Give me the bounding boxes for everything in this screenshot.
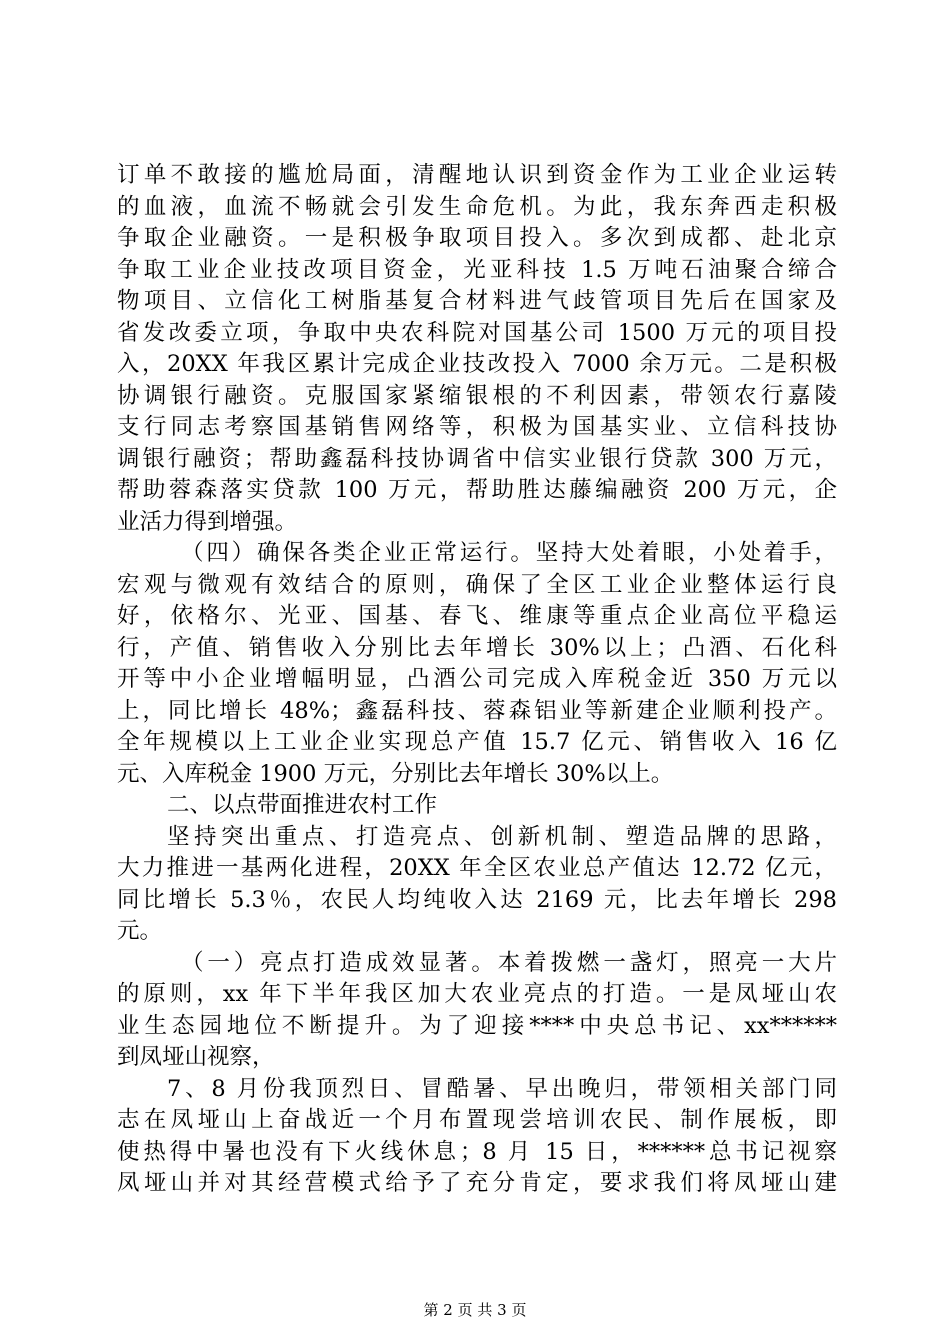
body-line: 协调银行融资。克服国家紧缩银根的不利因素，带领农行嘉陵 bbox=[117, 382, 837, 409]
body-line: 支行同志考察国基销售网络等，积极为国基实业、立信科技协 bbox=[117, 414, 837, 440]
body-line: 行，产值、销售收入分别比去年增长 30%以上；凸酒、石化科 bbox=[117, 634, 837, 661]
body-line: 到凤垭山视察， bbox=[117, 1044, 275, 1070]
body-line: 元。 bbox=[117, 918, 163, 944]
body-line: 省发改委立项，争取中央农科院对国基公司 1500 万元的项目投 bbox=[117, 319, 837, 346]
body-line: 物项目、立信化工树脂基复合材料进气歧管项目先后在国家及 bbox=[117, 288, 837, 314]
body-line: 使热得中暑也没有下火线休息；8 月 15 日，******总书记视察 bbox=[117, 1138, 837, 1165]
section-heading-2: 二、以点带面推进农村工作 bbox=[167, 792, 438, 818]
body-line: 志在凤垭山上奋战近一个月布置现尝培训农民、制作展板，即 bbox=[117, 1107, 837, 1133]
body-line: 帮助蓉森落实贷款 100 万元，帮助胜达藤编融资 200 万元，企 bbox=[117, 477, 837, 503]
body-line: 7、8 月份我顶烈日、冒酷暑、早出晚归，带领相关部门同 bbox=[167, 1075, 837, 1102]
body-line: 好，依格尔、光亚、国基、春飞、维康等重点企业高位平稳运 bbox=[117, 603, 837, 629]
body-line: 宏观与微观有效结合的原则，确保了全区工业企业整体运行良 bbox=[117, 571, 837, 598]
body-line: 的血液，血流不畅就会引发生命危机。为此，我东奔西走积极 bbox=[117, 193, 837, 220]
body-line: 坚持突出重点、打造亮点、创新机制、塑造品牌的思路， bbox=[167, 823, 837, 850]
body-line: 大力推进一基两化进程，20XX 年全区农业总产值达 12.72 亿元， bbox=[117, 855, 837, 881]
body-line: 入，20XX 年我区累计完成企业技改投入 7000 余万元。二是积极 bbox=[117, 351, 837, 377]
body-line: 凤垭山并对其经营模式给予了充分肯定，要求我们将凤垭山建 bbox=[117, 1170, 837, 1196]
body-line: 争取企业融资。一是积极争取项目投入。多次到成都、赴北京 bbox=[117, 225, 837, 251]
body-line: 全年规模以上工业企业实现总产值 15.7 亿元、销售收入 16 亿 bbox=[117, 729, 837, 755]
page-footer: 第 2 页 共 3 页 bbox=[423, 1301, 527, 1319]
body-line: 上，同比增长 48%；鑫磊科技、蓉森铝业等新建企业顺利投产。 bbox=[117, 697, 837, 724]
body-line: 业活力得到增强。 bbox=[117, 508, 298, 535]
body-line: 争取工业企业技改项目资金，光亚科技 1.5 万吨石油聚合缔合 bbox=[117, 256, 837, 283]
body-line: 元、入库税金 1900 万元，分别比去年增长 30%以上。 bbox=[117, 760, 674, 787]
body-line: 开等中小企业增幅明显，凸酒公司完成入库税金近 350 万元以 bbox=[117, 666, 837, 692]
document-body bbox=[117, 160, 837, 1200]
section-heading-1: （一）亮点打造成效显著。本着拨燃一盏灯，照亮一大片 bbox=[181, 949, 837, 976]
body-line: 业生态园地位不断提升。为了迎接****中央总书记、xx****** bbox=[117, 1012, 837, 1039]
body-line: 的原则，xx 年下半年我区加大农业亮点的打造。一是凤垭山农 bbox=[117, 981, 837, 1007]
body-line: 调银行融资；帮助鑫磊科技协调省中信实业银行贷款 300 万元， bbox=[117, 445, 837, 472]
body-line: 订单不敢接的尴尬局面，清醒地认识到资金作为工业企业运转 bbox=[117, 162, 837, 188]
body-line: 同比增长 5.3％，农民人均纯收入达 2169 元，比去年增长 298 bbox=[117, 886, 837, 913]
section-heading-4: （四）确保各类企业正常运行。坚持大处着眼，小处着手， bbox=[181, 540, 837, 566]
